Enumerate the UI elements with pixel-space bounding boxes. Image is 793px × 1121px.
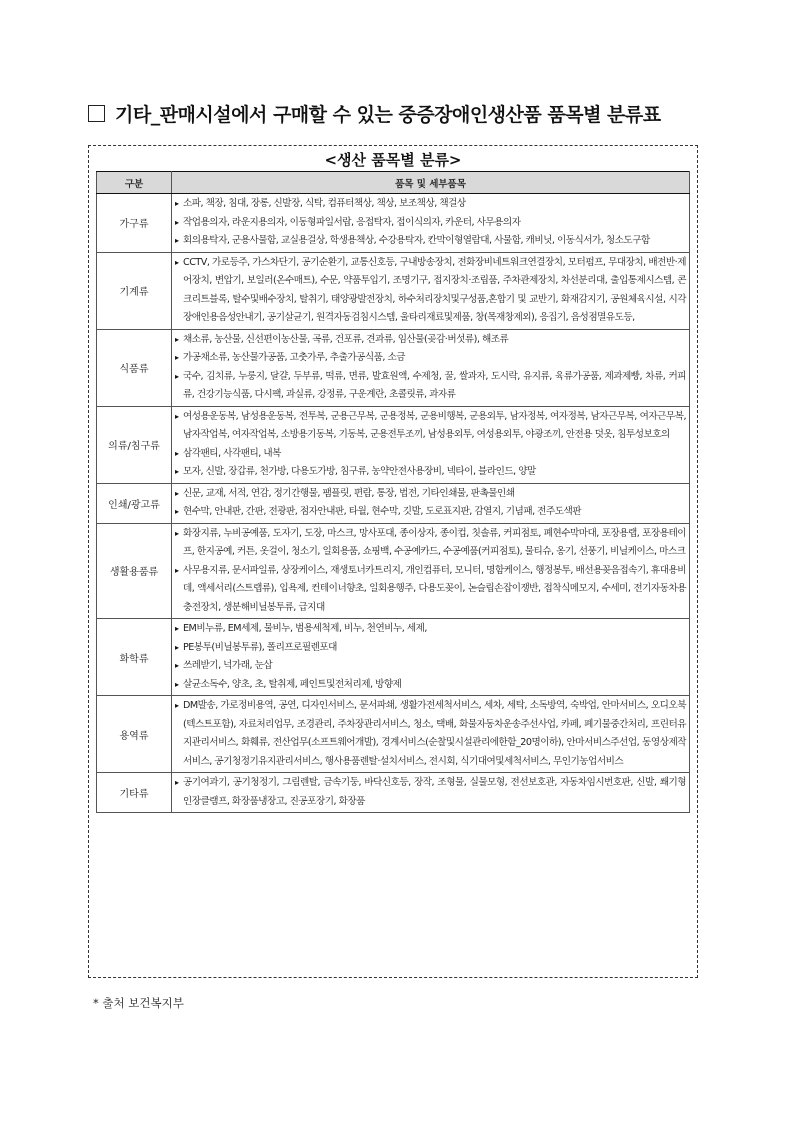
- bullet-triangle-icon: ▸: [175, 624, 179, 633]
- category-cell: 생활용품류: [97, 523, 172, 619]
- item-line-text: 살균소독수, 양초, 초, 탈취제, 페인트및전처리제, 방향제: [183, 678, 402, 690]
- item-line-text: 화장지류, 누비공예품, 도자기, 도장, 마스크, 망사포대, 종이상자, 종이컵, 칫솔류, 커피점토, 폐현수막마대, 포장용랩, 포장용테이프, 한지공예, 커튼, 옷걸이, 청소기, 일회용품, 쇼핑백, 수공예카드, 수공예품(커피점토), 물티슈, 옹기, 선풍기, 비닐케이스, 마스크: [183, 527, 686, 557]
- item-line-text: 삼각팬티, 사각팬티, 내복: [183, 447, 281, 459]
- bullet-triangle-icon: ▸: [175, 371, 179, 381]
- bullet-triangle-icon: ▸: [175, 661, 179, 670]
- item-line: [175, 639, 686, 658]
- bullet-triangle-icon: ▸: [175, 778, 179, 787]
- item-line-text: 소파, 책장, 침대, 장롱, 신발장, 식탁, 컴퓨터책상, 책상, 보조책상, 책걸상: [183, 198, 466, 209]
- item-line-text: 가공채소류, 농산물가공품, 고춧가루, 추출가공식품, 소금: [183, 352, 406, 363]
- bullet-triangle-icon: ▸: [175, 565, 179, 575]
- bullet-triangle-icon: ▸: [175, 701, 179, 710]
- column-header-category: 구분: [97, 172, 172, 194]
- bullet-triangle-icon: ▸: [175, 334, 179, 344]
- category-cell: 기계류: [97, 252, 172, 329]
- item-line: [175, 195, 686, 214]
- item-line: [175, 463, 686, 482]
- table-row: [97, 619, 690, 696]
- checkbox-square-icon: [88, 105, 105, 122]
- bullet-triangle-icon: ▸: [175, 467, 179, 476]
- item-line: [175, 485, 686, 504]
- bullet-triangle-icon: ▸: [175, 488, 179, 498]
- item-line-text: 모자, 신발, 장갑류, 천가방, 다용도가방, 침구류, 농약안전사용장비, 넥타이, 블라인드, 양말: [183, 466, 536, 477]
- bullet-triangle-icon: ▸: [175, 353, 179, 362]
- item-line: [175, 368, 686, 405]
- table-row: [97, 252, 690, 329]
- items-cell: [172, 329, 690, 406]
- item-line: [175, 331, 686, 350]
- table-row: [97, 523, 690, 619]
- item-line-text: 공기여과기, 공기청정기, 그림렌탈, 금속기둥, 바닥신호등, 장작, 조형물, 실물모형, 전선보호관, 자동차임시번호판, 신발, 쐐기형인장클램프, 화장품냉장고, 진공포장기, 화장품: [183, 777, 686, 807]
- items-cell: [172, 773, 690, 813]
- table-body: [97, 194, 690, 813]
- item-line: [175, 232, 686, 251]
- item-line: [175, 697, 686, 771]
- item-line-text: 국수, 김치류, 누룽지, 달걀, 두부류, 떡류, 면류, 발효원액, 수제청, 꿀, 쌀과자, 도시락, 유지류, 육류가공품, 제과제빵, 차류, 커피류, 건강기능식품, 다시팩, 과실류, 강정류, 구운계란, 초콜릿류, 과자류: [183, 370, 686, 400]
- table-row: [97, 696, 690, 773]
- table-header-row: [97, 172, 690, 194]
- category-cell: 기타류: [97, 773, 172, 813]
- item-line: [175, 349, 686, 368]
- item-line: [175, 620, 686, 639]
- items-cell: [172, 252, 690, 329]
- item-line-text: 쓰레받기, 넉가래, 눈삽: [183, 660, 273, 671]
- item-line: [175, 657, 686, 676]
- classification-table: [96, 171, 690, 813]
- item-line-text: DM발송, 가로정비용역, 공연, 디자인서비스, 문서파쇄, 생활가전세척서비스, 세차, 세탁, 소독방역, 숙박업, 안마서비스, 오디오북(텍스트포함), 자료처리업무, 조경관리, 주차장관리서비스, 청소, 택배, 화물자동차운송주선사업, 카페, 폐기물중간처리, 프린터유지관리서비스, 화훼류, 전산업무(소프트웨어개발), 경계서비스(순찰및시설관리에한함_20명이하), 안마서비스주선업, 동영상제작서비스, 공기청정기유지관리서비스, 행사용품렌탈·설치서비스, 전시회, 식기대여및세척서비스, 무인기농업서비스: [183, 700, 686, 767]
- category-cell: 인쇄/광고류: [97, 483, 172, 523]
- category-cell: 가구류: [97, 194, 172, 253]
- items-cell: [172, 619, 690, 696]
- item-line: [175, 676, 686, 695]
- item-line: [175, 445, 686, 464]
- item-line: [175, 774, 686, 811]
- document-title-text: 기타_판매시설에서 구매할 수 있는 중증장애인생산품 품목별 분류표: [115, 104, 661, 126]
- bullet-triangle-icon: ▸: [175, 411, 179, 421]
- bullet-triangle-icon: ▸: [175, 236, 179, 245]
- items-cell: [172, 194, 690, 253]
- items-cell: [172, 406, 690, 483]
- table-heading: <생산 품목별 분류>: [324, 151, 462, 169]
- document-title: [88, 100, 768, 127]
- items-cell: [172, 696, 690, 773]
- item-line-text: EM비누류, EM세제, 물비누, 범용세척제, 비누, 천연비누, 세제,: [183, 623, 427, 634]
- item-line-text: 회의용탁자, 군용사물함, 교실용걸상, 학생용책상, 수강용탁자, 칸막이형열람대, 사물함, 캐비닛, 이동식서가, 청소도구함: [183, 235, 650, 246]
- source-note: * 출처 보건복지부: [93, 996, 184, 1010]
- table-row: [97, 194, 690, 253]
- items-cell: [172, 483, 690, 523]
- item-line: [175, 503, 686, 522]
- classification-table-frame: [88, 145, 698, 978]
- bullet-triangle-icon: ▸: [175, 507, 179, 516]
- items-cell: [172, 523, 690, 619]
- bullet-triangle-icon: ▸: [175, 199, 179, 208]
- item-line-text: 신문, 교재, 서적, 연감, 정기간행물, 팸플릿, 편람, 통장, 법전, 기타인쇄물, 판촉물인쇄: [183, 487, 515, 499]
- item-line-text: 현수막, 안내판, 간판, 전광판, 점자안내판, 타월, 현수막, 깃발, 도로표지판, 감열지, 기념패, 전주도색판: [183, 506, 582, 517]
- table-row: [97, 483, 690, 523]
- column-header-items: 품목 및 세부품목: [172, 172, 690, 194]
- item-line: [175, 562, 686, 618]
- bullet-triangle-icon: ▸: [175, 642, 179, 652]
- bullet-triangle-icon: ▸: [175, 679, 179, 689]
- category-cell: 의류/침구류: [97, 406, 172, 483]
- item-line: [175, 525, 686, 562]
- category-cell: 화학류: [97, 619, 172, 696]
- category-cell: 식품류: [97, 329, 172, 406]
- bullet-triangle-icon: ▸: [175, 528, 179, 538]
- item-line-text: 사무용지류, 문서파일류, 상장케이스, 재생토너카트리지, 개인컴퓨터, 모니터, 명함케이스, 행정봉투, 배선용꽂음접속기, 휴대용비데, 액세서리(스트랩류), 입욕제, 컨테이너향초, 일회용행주, 다용도꽂이, 논슬립손잡이쟁반, 접착식메모지, 수세미, 전기자동차용충전장치, 생분해비닐봉투류, 급지대: [183, 564, 686, 613]
- item-line: [175, 408, 686, 445]
- bullet-triangle-icon: ▸: [175, 257, 179, 267]
- table-row: [97, 773, 690, 813]
- category-cell: 용역류: [97, 696, 172, 773]
- item-line: [175, 254, 686, 328]
- item-line-text: PE봉투(비닐봉투류), 폴리프로필렌포대: [183, 641, 337, 653]
- item-line-text: 채소류, 농산물, 신선편이농산물, 곡류, 건포류, 견과류, 임산물(곶감·버섯류), 해조류: [183, 333, 509, 345]
- item-line-text: 작업용의자, 라운지용의자, 이동형파일서랍, 응접탁자, 접이식의자, 카운터, 사무용의자: [183, 216, 521, 228]
- table-row: [97, 329, 690, 406]
- table-row: [97, 406, 690, 483]
- item-line-text: 여성용운동복, 남성용운동복, 전투복, 군용근무복, 군용정복, 군용비행복, 군용외투, 남자정복, 여자정복, 남자근무복, 여자근무복, 남자작업복, 여자작업복, 소방용기동복, 기동복, 군용전투조끼, 남성용외투, 여성용외투, 야광조끼, 안전용 덧옷, 침투성보호의: [183, 410, 686, 440]
- item-line-text: CCTV, 가로등주, 가스차단기, 공기순환기, 교통신호등, 구내방송장치, 전화장비네트워크연결장치, 모터펌프, 무대장치, 배전반·제어장치, 변압기, 보일러(온수매트), 수문, 약품투입기, 조명기구, 접지장치·조립품, 주차관제장치, 차선분리대, 출입통제시스템, 콘크리트블록, 탈수및배수장치, 탈취기, 태양광발전장치, 하수처리장치및구성품,혼합기 및 교반기, 화재감지기, 공원체육시설, 시각장애인용음성안내기, 공기살균기, 원격자동검침시스템, 울타리재료및제품, 창(목재창제외), 응집기, 음성점멸유도등,: [183, 256, 686, 323]
- bullet-triangle-icon: ▸: [175, 217, 179, 227]
- item-line: [175, 214, 686, 233]
- bullet-triangle-icon: ▸: [175, 448, 179, 458]
